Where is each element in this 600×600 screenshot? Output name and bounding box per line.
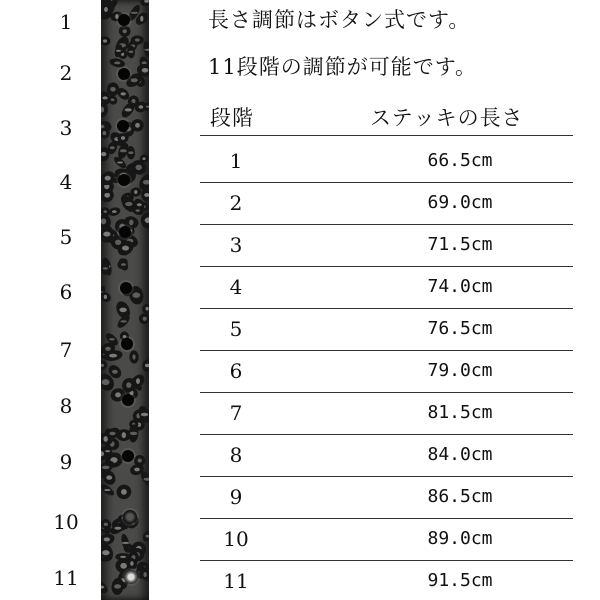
table-cell-step: 10 [223,527,249,551]
hole-number-label: 8 [59,394,73,418]
leopard-pattern [101,0,149,600]
table-cell-step: 1 [229,149,243,173]
table-cell-step: 11 [223,569,249,593]
table-row-rule [200,266,573,267]
table-cell-length: 69.0cm [427,192,493,213]
hole-number-label: 1 [59,10,73,34]
hole-number-label: 5 [59,225,73,249]
table-cell-step: 7 [229,401,243,425]
table-header-step: 段階 [210,106,254,130]
table-row-rule [200,350,573,351]
table-cell-length: 89.0cm [427,528,493,549]
adjustment-hole [118,14,130,26]
table-header-rule [200,135,573,136]
hole-number-label: 9 [59,450,73,474]
hole-number-label: 2 [59,61,73,85]
table-cell-length: 79.0cm [427,360,493,381]
table-cell-step: 6 [229,359,243,383]
cane-shaft [101,0,149,600]
push-button-hole [123,510,137,524]
table-cell-length: 71.5cm [427,234,493,255]
adjustment-hole [117,120,129,132]
hole-number-label: 11 [53,566,79,590]
description-line-2: 11段階の調節が可能です。 [208,55,478,79]
table-row-rule [200,434,573,435]
adjustment-hole [121,338,133,350]
table-cell-length: 74.0cm [427,276,493,297]
adjustment-hole [118,68,130,80]
table-row-rule [200,476,573,477]
table-cell-length: 81.5cm [427,402,493,423]
table-cell-step: 8 [229,443,243,467]
adjustment-hole [122,394,134,406]
hole-number-label: 3 [59,116,73,140]
adjustment-hole [118,174,130,186]
adjustment-hole [120,282,132,294]
description-line-1: 長さ調節はボタン式です。 [208,8,471,32]
hole-number-label: 4 [59,170,73,194]
table-cell-step: 2 [229,191,243,215]
table-row-rule [200,518,573,519]
hole-number-label: 6 [59,280,73,304]
push-button-hole [124,570,138,584]
table-row-rule [200,224,573,225]
table-cell-length: 66.5cm [427,150,493,171]
table-cell-step: 3 [229,233,243,257]
table-cell-length: 84.0cm [427,444,493,465]
table-row-rule [200,560,573,561]
table-cell-step: 9 [229,485,243,509]
hole-number-label: 7 [59,338,73,362]
hole-number-label: 10 [53,510,79,534]
adjustment-hole [119,226,131,238]
table-cell-length: 76.5cm [427,318,493,339]
table-row-rule [200,182,573,183]
table-header-length: ステッキの長さ [370,106,524,130]
table-cell-length: 86.5cm [427,486,493,507]
adjustment-hole [122,450,134,462]
table-cell-length: 91.5cm [427,570,493,591]
table-cell-step: 5 [229,317,243,341]
table-row-rule [200,308,573,309]
table-row-rule [200,392,573,393]
table-cell-step: 4 [229,275,243,299]
